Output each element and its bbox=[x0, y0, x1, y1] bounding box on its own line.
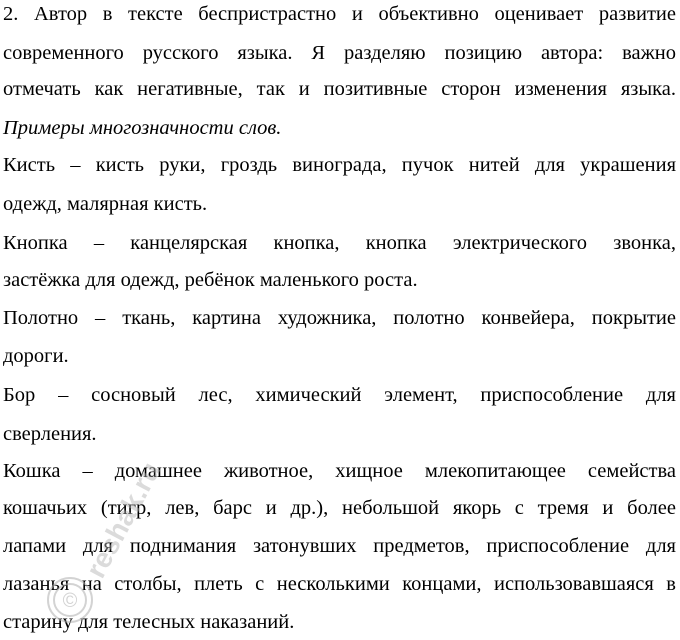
paragraph-line: 2. Автор в тексте беспристрастно и объективно оценивает развитие bbox=[3, 3, 676, 25]
paragraph-line: Кнопка – канцелярская кнопка, кнопка электрического звонка, bbox=[3, 232, 676, 254]
paragraph-line: старину для телесных наказаний. bbox=[3, 611, 295, 633]
paragraph-line: современного русского языка. Я разделяю позицию автора: важно bbox=[3, 42, 676, 64]
paragraph-line: сверления. bbox=[3, 423, 97, 445]
paragraph-line: лазанья на столбы, плеть с несколькими концами, использовавшаяся в bbox=[3, 573, 676, 595]
paragraph-line: застёжка для одежд, ребёнок маленького роста. bbox=[3, 269, 418, 291]
paragraph-line: лапами для поднимания затонувших предметов, приспособление для bbox=[3, 535, 676, 557]
paragraph-line: Бор – сосновый лес, химический элемент, приспособление для bbox=[3, 384, 676, 406]
watermark-text: reshak.ru bbox=[79, 456, 167, 583]
watermark-copyright-icon: © bbox=[62, 590, 78, 612]
section-heading: Примеры многозначности слов. bbox=[3, 117, 282, 139]
paragraph-line: отмечать как негативные, так и позитивные сторон изменения языка. bbox=[3, 78, 676, 100]
paragraph-line: Кисть – кисть руки, гроздь винограда, пучок нитей для украшения bbox=[3, 154, 676, 176]
paragraph-line: дороги. bbox=[3, 345, 69, 367]
paragraph-line: одежд, малярная кисть. bbox=[3, 193, 208, 215]
paragraph-line: Полотно – ткань, картина художника, полотно конвейера, покрытие bbox=[3, 307, 676, 329]
paragraph-line: кошачьих (тигр, лев, барс и др.), небольшой якорь с тремя и более bbox=[3, 497, 676, 519]
paragraph-line: Кошка – домашнее животное, хищное млекопитающее семейства bbox=[3, 460, 676, 482]
